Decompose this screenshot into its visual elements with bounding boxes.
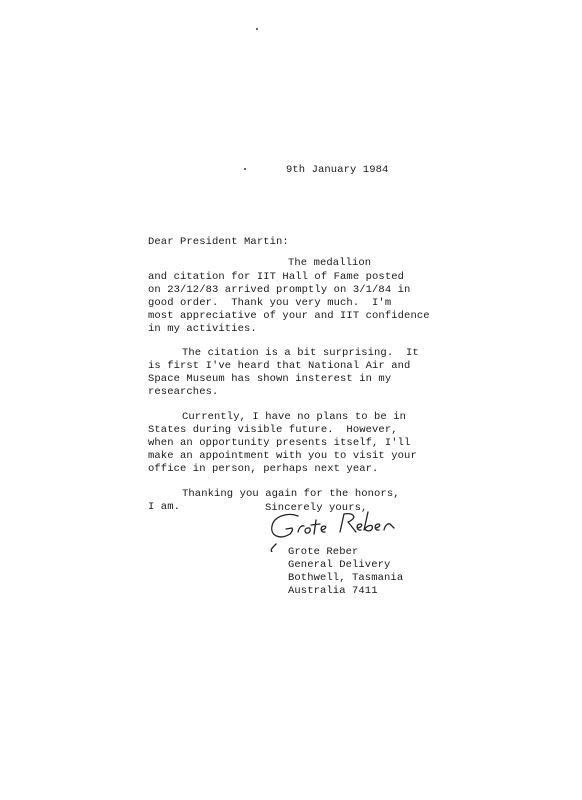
paragraph-line: and citation for IIT Hall of Fame posted: [148, 271, 405, 283]
scan-speck: [256, 28, 258, 30]
paragraph-line: is first I've heard that National Air and: [148, 360, 411, 372]
address-line: Bothwell, Tasmania: [288, 572, 404, 584]
salutation: Dear President Martin:: [148, 236, 289, 248]
paragraph-line: The medallion: [288, 257, 372, 269]
paragraph-line: when an opportunity presents itself, I'll: [148, 437, 411, 449]
paragraph-line: Thanking you again for the honors,: [182, 488, 400, 500]
letter-date: 9th January 1984: [286, 164, 389, 176]
paragraph-line: on 23/12/83 arrived promptly on 3/1/84 in: [148, 284, 411, 296]
paragraph-line: Currently, I have no plans to be in: [182, 411, 407, 423]
paragraph-line: Space Museum has shown insterest in my: [148, 373, 392, 385]
paragraph-line: I am.: [148, 501, 181, 513]
paragraph-line: make an appointment with you to visit your: [148, 450, 417, 462]
scan-speck: [244, 168, 246, 170]
paragraph-line: researches.: [148, 386, 219, 398]
paragraph-line: States during visible future. However,: [148, 424, 398, 436]
paragraph-line: most appreciative of your and IIT confidence: [148, 310, 430, 322]
closing: Sincerely yours,: [265, 502, 368, 514]
signature-name: Grote Reber: [288, 546, 359, 558]
address-line: Australia 7411: [288, 585, 378, 597]
paragraph-line: The citation is a bit surprising. It: [182, 347, 419, 359]
address-line: General Delivery: [288, 559, 391, 571]
paragraph-line: office in person, perhaps next year.: [148, 463, 379, 475]
paragraph-line: good order. Thank you very much. I'm: [148, 297, 392, 309]
paragraph-line: in my activities.: [148, 323, 257, 335]
